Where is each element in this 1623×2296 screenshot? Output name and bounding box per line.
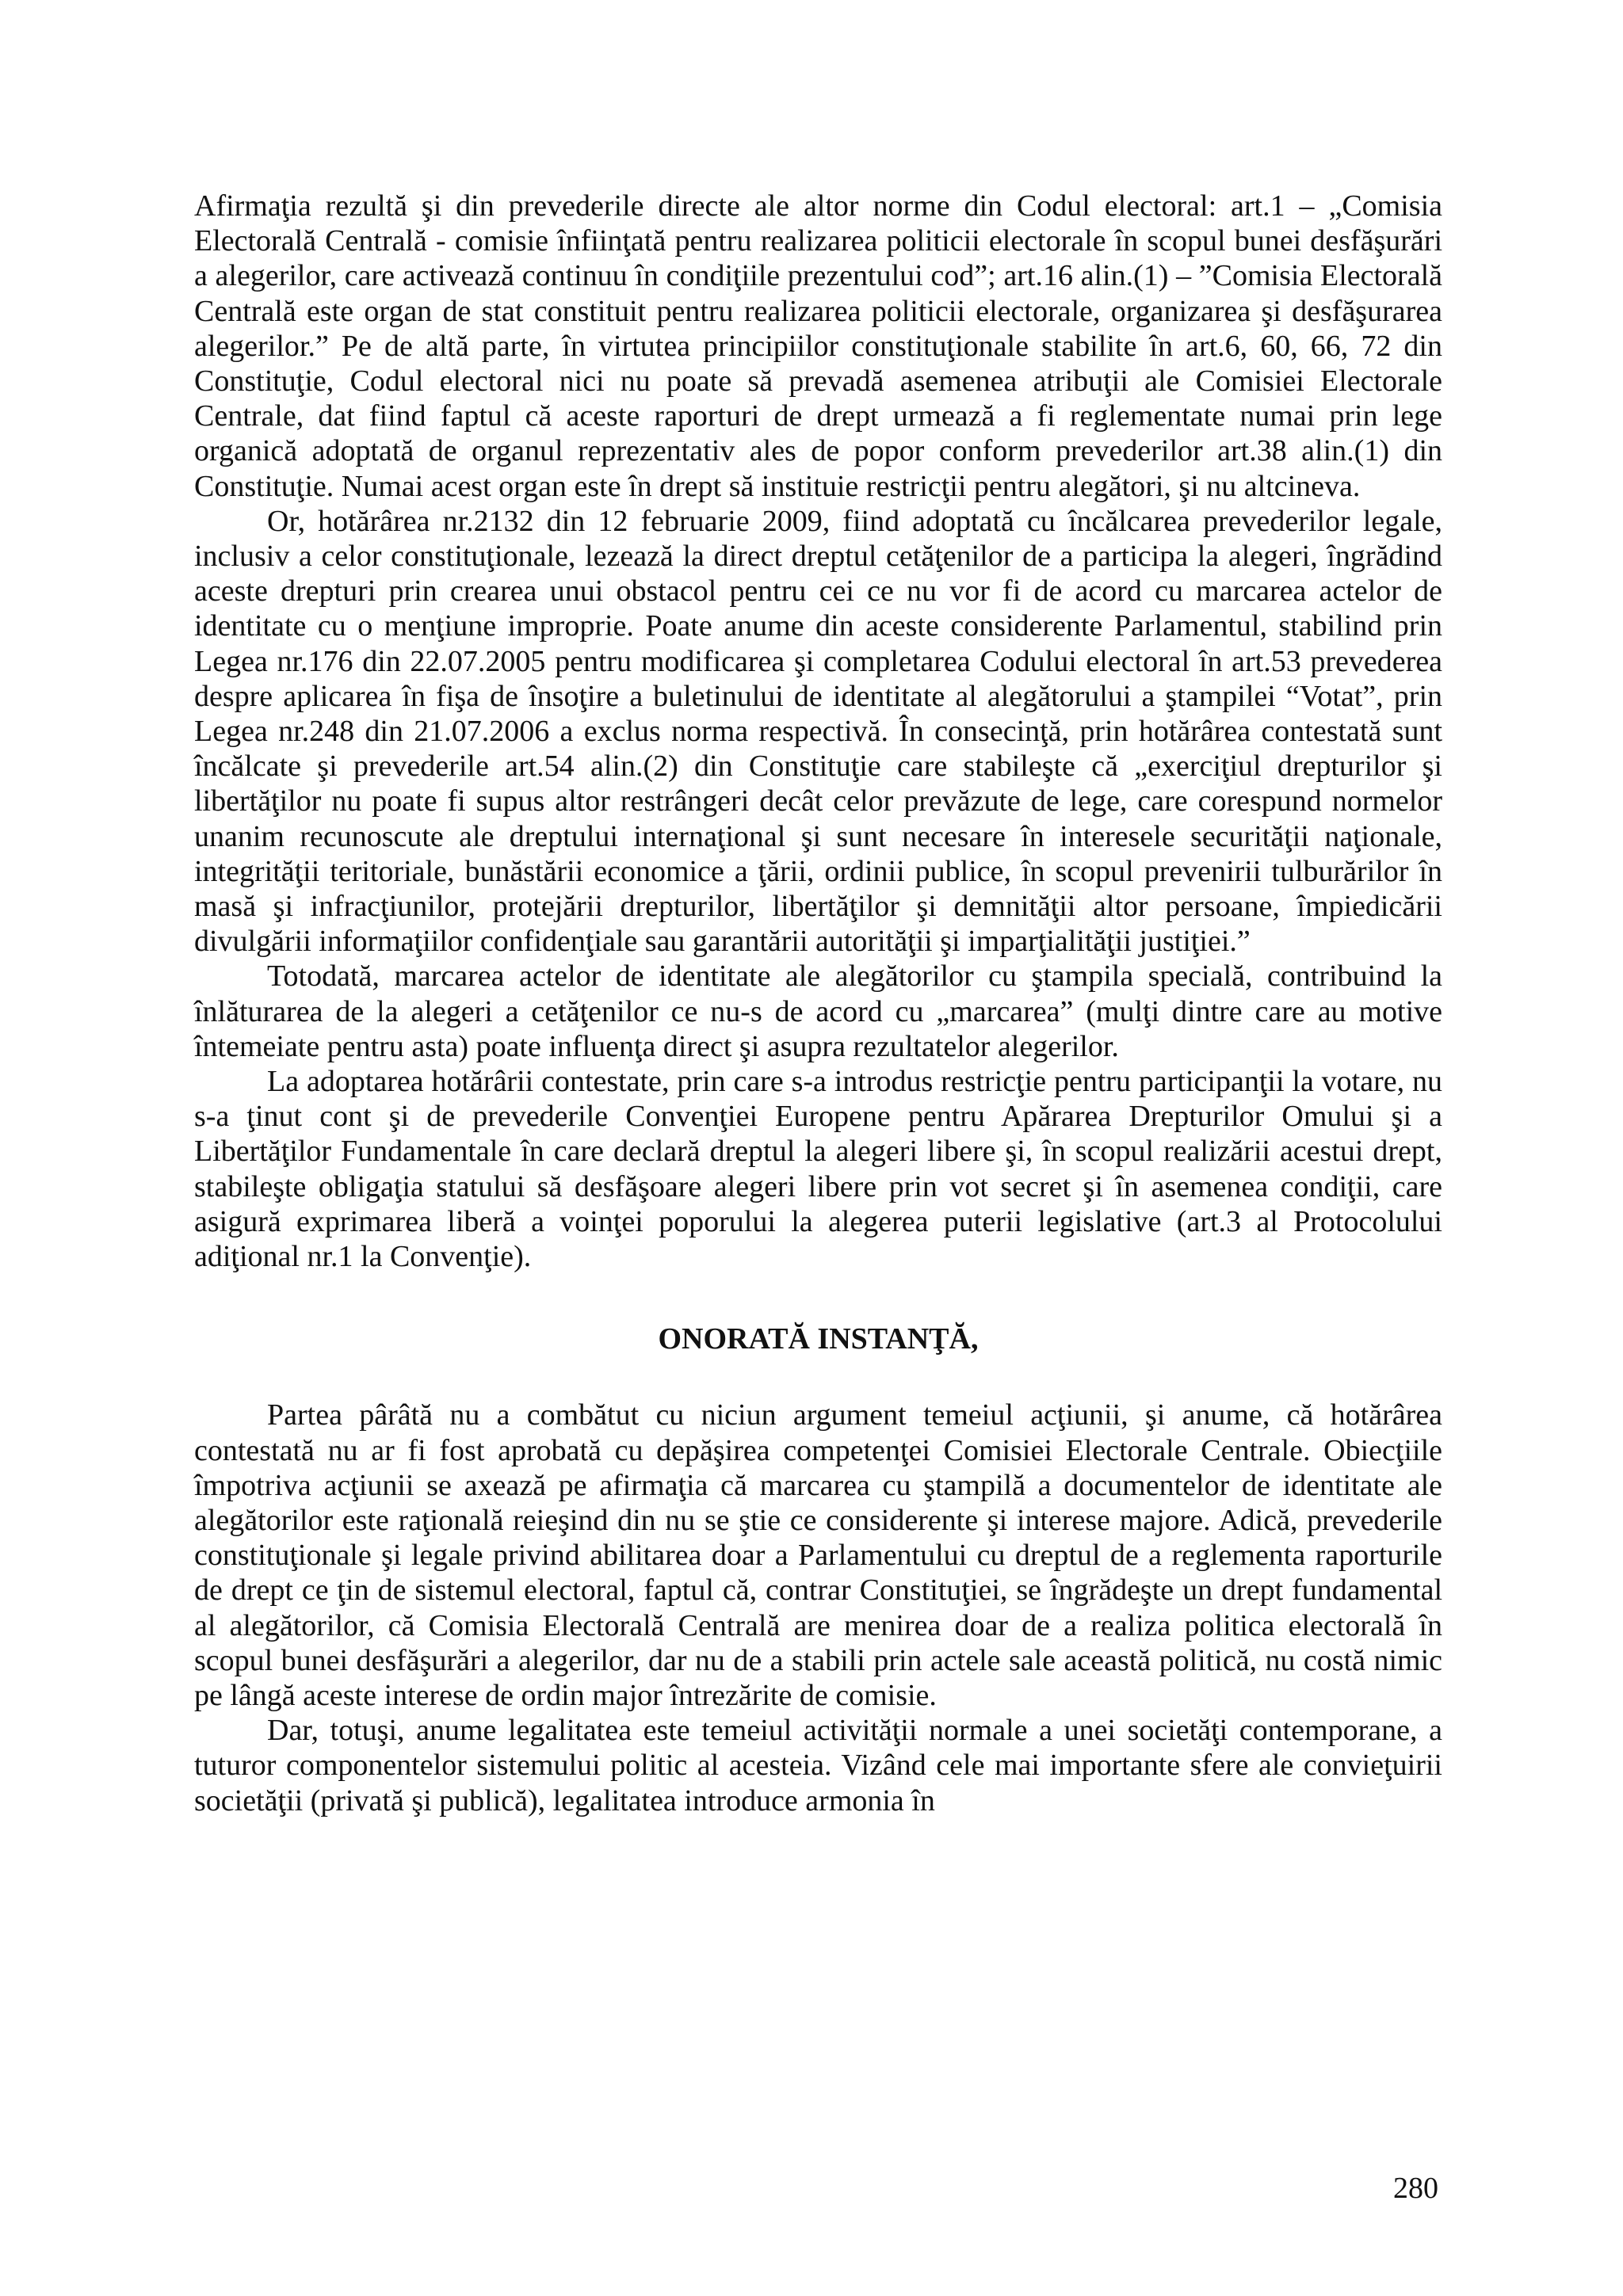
paragraph-2: Or, hotărârea nr.2132 din 12 februarie 2009, fiind adoptată cu încălcarea prevederilor legale, inclusiv a celor constituţionale, lezează la direct dreptul cetăţenilor de a participa la alegeri, îngrădind aceste drepturi prin crearea unui obstacol pentru cei ce nu vor fi de acord cu marcarea actelor de identitate cu o menţiune improprie. Poate anume din aceste considerente Parlamentul, stabilind prin Legea nr.176 din 22.07.2005 pentru modificarea şi completarea Codului electoral în art.53 prevederea despre aplicarea în fişa de însoţire a buletinului de identitate al alegătorului a ştampilei “Votat”, prin Legea nr.248 din 21.07.2006 a exclus norma respectivă. În consecinţă, prin hotărârea contestată sunt încălcate şi prevederile art.54 alin.(2) din Constituţie care stabileşte că „exerciţiul drepturilor şi libertăţilor nu poate fi supus altor restrângeri decât celor prevăzute de lege, care corespund normelor unanim recunoscute ale dreptului internaţional şi sunt necesare în interesele securităţii naţionale, integrităţii teritoriale, bunăstării economice a ţării, ordinii publice, în scopul prevenirii tulburărilor în masă şi infracţiunilor, protejării drepturilor, libertăţilor şi demnităţii altor persoane, împiedicării divulgării informaţiilor confidenţiale sau garantării autorităţii şi imparţialităţii justiţiei.” xyxy=(194,504,1442,959)
paragraph-1: Afirmaţia rezultă şi din prevederile directe ale altor norme din Codul electoral: art.1 – „Comisia Electorală Centrală - comisie înfiinţată pentru realizarea politicii electorale în scopul bunei desfăşurări a alegerilor, care activează continuu în condiţiile prezentului cod”; art.16 alin.(1) – ”Comisia Electorală Centrală este organ de stat constituit pentru realizarea politicii electorale, organizarea şi desfăşurarea alegerilor.” Pe de altă parte, în virtutea principiilor constituţionale stabilite în art.6, 60, 66, 72 din Constituţie, Codul electoral nici nu poate să prevadă asemenea atribuţii ale Comisiei Electorale Centrale, dat fiind faptul că aceste raporturi de drept urmează a fi reglementate numai prin lege organică adoptată de organul reprezentativ ales de popor conform prevederilor art.38 alin.(1) din Constituţie. Numai acest organ este în drept să instituie restricţii pentru alegători, şi nu altcineva. xyxy=(194,189,1442,503)
page-number: 280 xyxy=(1393,2172,1438,2205)
paragraph-3: Totodată, marcarea actelor de identitate ale alegătorilor cu ştampila specială, contribuind la înlăturarea de la alegeri a cetăţenilor ce nu-s de acord cu „marcarea” (mulţi dintre care au motive întemeiate pentru asta) poate influenţa direct şi asupra rezultatelor alegerilor. xyxy=(194,959,1442,1063)
paragraph-4: La adoptarea hotărârii contestate, prin care s-a introdus restricţie pentru participanţii la votare, nu s-a ţinut cont şi de prevederile Convenţiei Europene pentru Apărarea Drepturilor Omului şi a Libertăţilor Fundamentale în care declară dreptul la alegeri libere şi, în scopul realizării acestui drept, stabileşte obligaţia statului să desfăşoare alegeri libere prin vot secret şi în asemenea condiţii, care asigură exprimarea liberă a voinţei poporului la alegerea puterii legislative (art.3 al Protocolului adiţional nr.1 la Convenţie). xyxy=(194,1065,1442,1274)
paragraph-5: Partea pârâtă nu a combătut cu niciun argument temeiul acţiunii, şi anume, că hotărârea contestată nu ar fi fost aprobată cu depăşirea competenţei Comisiei Electorale Centrale. Obiecţiile împotriva acţiunii se axează pe afirmaţia că marcarea cu ştampilă a documentelor de identitate ale alegătorilor este raţională reieşind din nu se ştie ce considerente şi interese majore. Adică, prevederile constituţionale şi legale privind abilitarea doar a Parlamentului cu dreptul de a reglementa raporturile de drept ce ţin de sistemul electoral, faptul că, contrar Constituţiei, se îngrădeşte un drept fundamental al alegătorilor, că Comisia Electorală Centrală are menirea doar de a realiza politica electorală în scopul bunei desfăşurări a alegerilor, dar nu de a stabili prin actele sale această politică, nu costă nimic pe lângă aceste interese de ordin major întrezărite de comisie. xyxy=(194,1398,1442,1712)
paragraph-6: Dar, totuşi, anume legalitatea este temeiul activităţii normale a unei societăţi contemporane, a tuturor componentelor sistemului politic al acesteia. Vizând cele mai importante sfere ale convieţuirii societăţii (privată şi publică), legalitatea introduce armonia în xyxy=(194,1714,1442,1817)
document-page xyxy=(194,189,1442,1818)
section-heading: ONORATĂ INSTANŢĂ, xyxy=(658,1322,979,1356)
